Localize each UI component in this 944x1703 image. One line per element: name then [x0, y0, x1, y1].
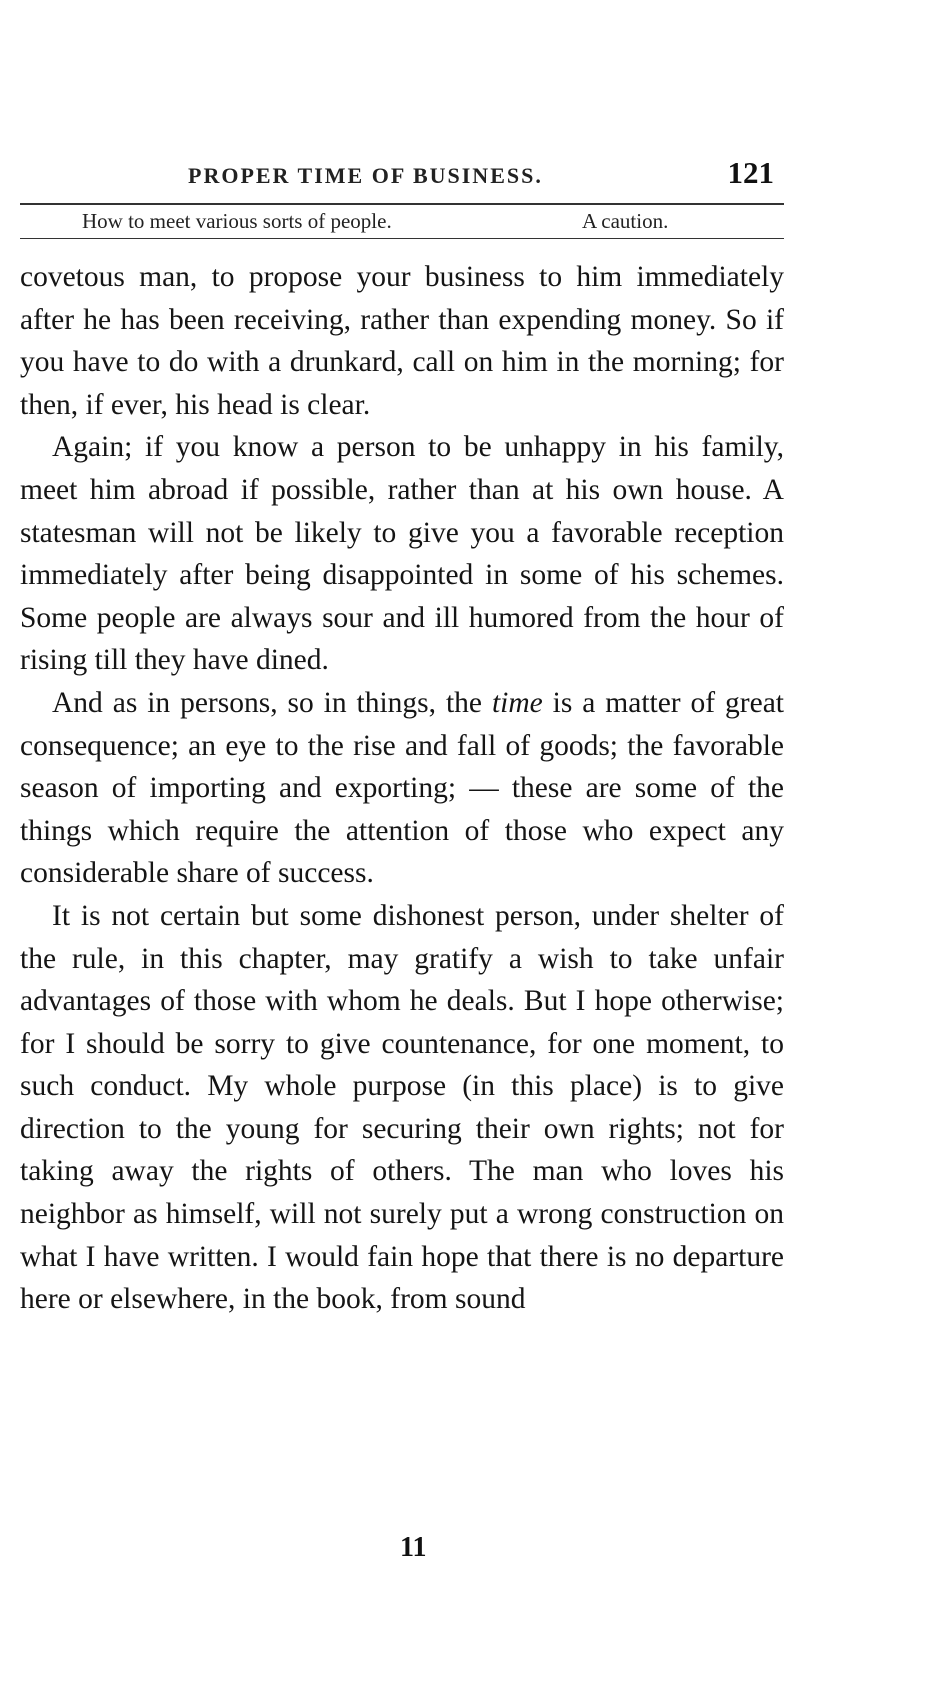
running-header: [20, 155, 784, 195]
signature-mark: 11: [400, 1532, 427, 1563]
body-text: [20, 256, 784, 1321]
subheading-caution: A caution.: [582, 209, 669, 233]
paragraph-3-emphasis: time: [491, 686, 543, 719]
paragraph-2: Again; if you know a person to be unhappy in his family, meet him abroad if possible, rather than at his own house. A statesman will not be likely to give you a favorable reception immediately after being disappointed in some of his schemes. Some people are always sour and ill humored from the hour of rising till they have dined.: [20, 431, 784, 677]
subheading-topic: How to meet various sorts of people.: [82, 209, 392, 233]
paragraph-3-text-before: And as in persons, so in things, the: [52, 686, 492, 719]
running-title: PROPER TIME OF BUSINESS.: [188, 163, 543, 188]
page-number: 121: [727, 155, 774, 190]
section-subheading: [20, 207, 784, 237]
header-rule-top: [20, 203, 784, 205]
paragraph-3-text-after: is a matter of great consequence; an eye to the rise and fall of goods; the favorable season of importing and exporting; — these are some of the things which require the attention of those who expect any considerable share of success.: [20, 686, 784, 890]
paragraph-3: [20, 682, 784, 895]
paragraph-4: It is not certain but some dishonest person, under shelter of the rule, in this chapter, may gratify a wish to take unfair advantages of those with whom he deals. But I hope otherwise; for I should be sorry to give countenance, for one moment, to such conduct. My whole purpose (in this place) is to give direction to the young for securing their own rights; not for taking away the rights of others. The man who loves his neighbor as himself, will not surely put a wrong construction on what I have written. I would fain hope that there is no departure here or elsewhere, in the book, from sound: [20, 899, 784, 1316]
paragraph-1: covetous man, to propose your business to him immediately after he has been receiving, rather than expending money. So if you have to do with a drunkard, call on him in the morning; for then, if ever, his head is clear.: [20, 261, 784, 421]
header-rule-bottom: [20, 238, 784, 239]
